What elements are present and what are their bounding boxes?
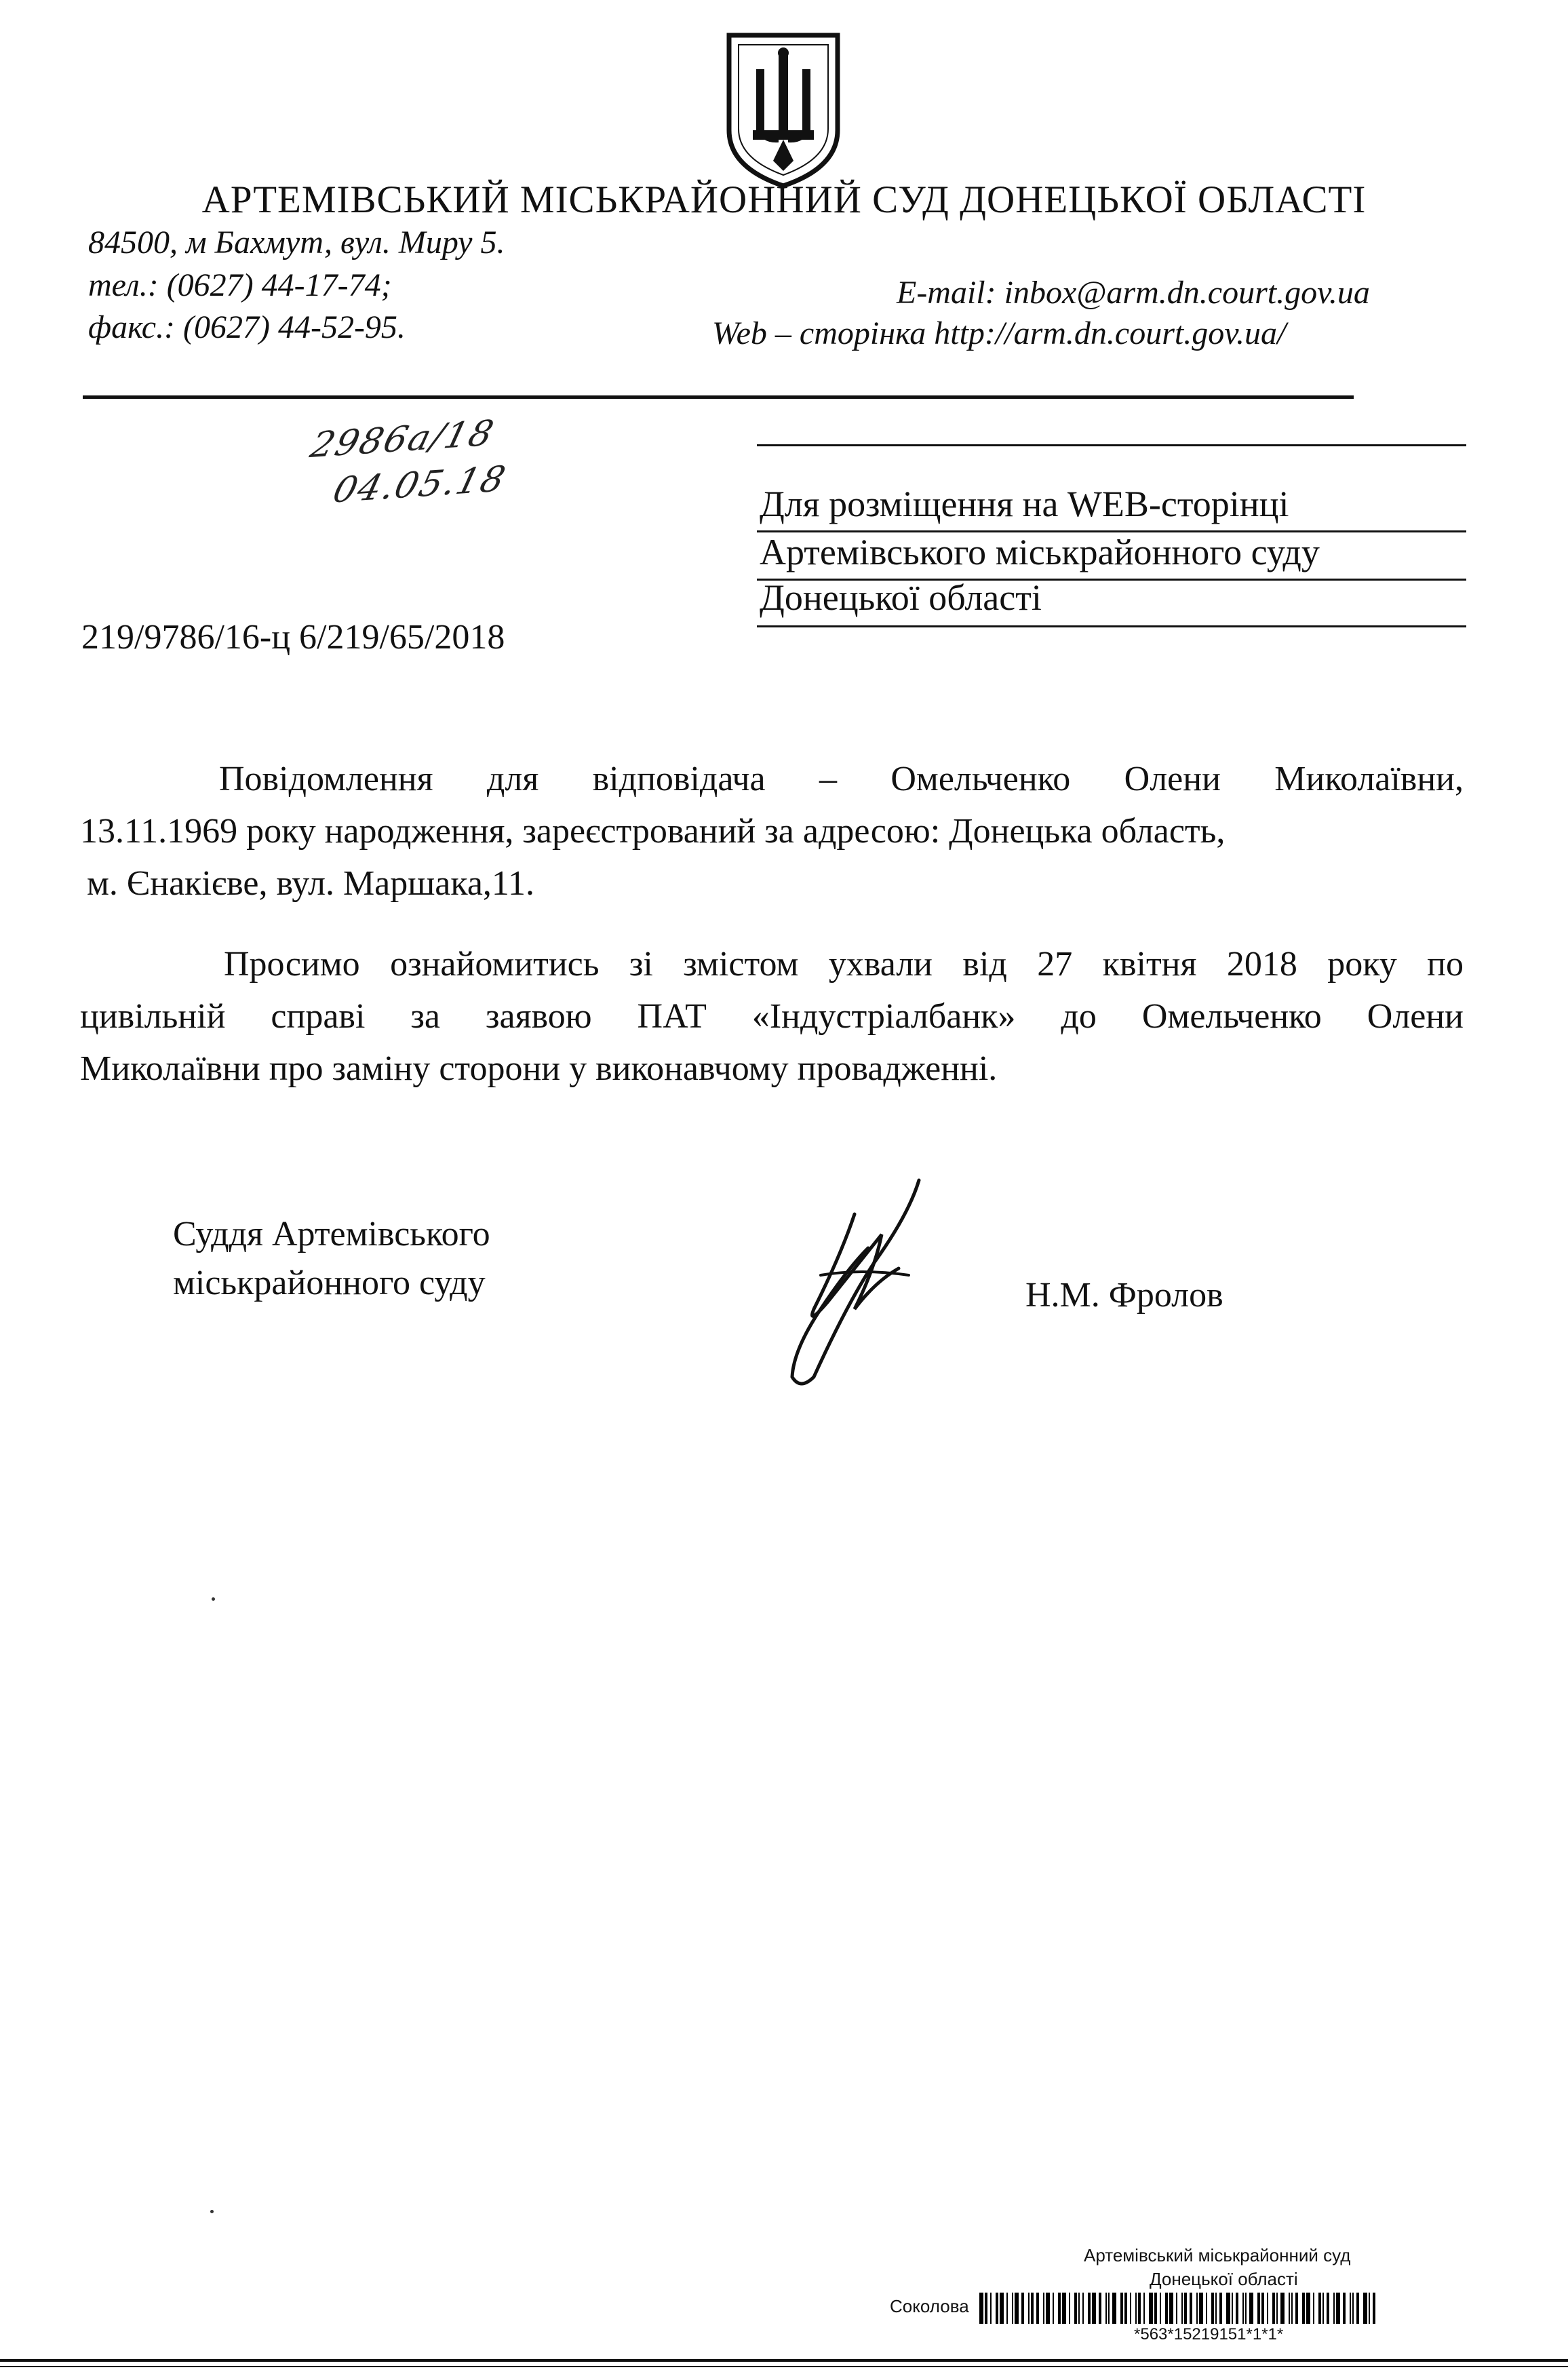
notice-paragraph bbox=[80, 753, 1464, 910]
barcode-bar bbox=[1245, 2293, 1247, 2324]
barcode-bar bbox=[1369, 2293, 1370, 2324]
registration-barcode bbox=[979, 2293, 1478, 2324]
barcode-bar bbox=[1169, 2293, 1173, 2324]
judge-position-line-2: міськрайонного суду bbox=[173, 1264, 486, 1302]
barcode-bar bbox=[1302, 2293, 1305, 2324]
barcode-bar bbox=[1336, 2293, 1340, 2324]
barcode-bar bbox=[985, 2293, 987, 2324]
barcode-bar bbox=[1356, 2293, 1359, 2324]
request-line-2: цивільній справі за заявою ПАТ «Індустріалбанк» до Омельченко Олени bbox=[80, 997, 1464, 1036]
barcode-caption: *563*15219151*1*1* bbox=[1134, 2325, 1284, 2343]
court-address: 84500, м Бахмут, вул. Миру 5. bbox=[88, 225, 505, 260]
barcode-bar bbox=[1291, 2293, 1293, 2324]
barcode-bar bbox=[1069, 2293, 1070, 2324]
barcode-bar bbox=[1149, 2293, 1153, 2324]
barcode-bar bbox=[1306, 2293, 1310, 2324]
barcode-bar bbox=[1267, 2293, 1268, 2324]
recipient-line-1: Для розміщення на WEB-сторінці bbox=[760, 484, 1289, 524]
barcode-bar bbox=[1272, 2293, 1275, 2324]
barcode-bar bbox=[1135, 2293, 1137, 2324]
stamp-court-name: Артемівський міськрайонний суд bbox=[1084, 2245, 1351, 2265]
recipient-underline-top bbox=[757, 444, 1466, 446]
barcode-bar bbox=[1373, 2293, 1375, 2324]
scan-speck bbox=[210, 2210, 214, 2213]
barcode-bar bbox=[1343, 2293, 1346, 2324]
barcode-bar bbox=[1257, 2293, 1260, 2324]
notice-line-1: Повідомлення для відповідача – Омельченко Олени Миколаївни, bbox=[219, 760, 1464, 798]
barcode-bar bbox=[1236, 2293, 1238, 2324]
barcode-bar bbox=[1108, 2293, 1110, 2324]
recipient-underline-3 bbox=[757, 625, 1466, 627]
barcode-bar bbox=[1219, 2293, 1222, 2324]
barcode-bar bbox=[1313, 2293, 1314, 2324]
handwritten-registration-date: 04.05.18 bbox=[328, 459, 511, 511]
notice-line-3: м. Єнакієве, вул. Маршака,11. bbox=[87, 864, 535, 903]
court-name-heading: АРТЕМІВСЬКИЙ МІСЬКРАЙОННИЙ СУД ДОНЕЦЬКОЇ ОБЛАСТІ bbox=[201, 178, 1367, 221]
request-line-3: Миколаївни про заміну сторони у виконавчому провадженні. bbox=[80, 1049, 998, 1088]
barcode-bar bbox=[990, 2293, 992, 2324]
barcode-bar bbox=[1176, 2293, 1177, 2324]
request-paragraph bbox=[80, 938, 1464, 1095]
barcode-bar bbox=[1112, 2293, 1116, 2324]
scan-edge-line bbox=[0, 2359, 1568, 2362]
request-line-1: Просимо ознайомитись зі змістом ухвали від 27 квітня 2018 року по bbox=[224, 945, 1464, 984]
barcode-bar bbox=[1211, 2293, 1214, 2324]
barcode-bar bbox=[1124, 2293, 1127, 2324]
barcode-bar bbox=[1160, 2293, 1161, 2324]
barcode-bar bbox=[1289, 2293, 1290, 2324]
court-email: E-mail: inbox@arm.dn.court.gov.ua bbox=[897, 275, 1370, 311]
barcode-bar bbox=[1078, 2293, 1080, 2324]
barcode-bar bbox=[1036, 2293, 1039, 2324]
barcode-bar bbox=[1130, 2293, 1131, 2324]
barcode-bar bbox=[1138, 2293, 1141, 2324]
header-divider bbox=[83, 395, 1354, 399]
barcode-bar bbox=[1261, 2293, 1264, 2324]
barcode-bar bbox=[1352, 2293, 1354, 2324]
barcode-bar bbox=[1184, 2293, 1187, 2324]
case-number: 219/9786/16-ц 6/219/65/2018 bbox=[81, 618, 505, 657]
barcode-bar bbox=[1062, 2293, 1066, 2324]
barcode-bar bbox=[1046, 2293, 1050, 2324]
barcode-bar bbox=[1280, 2293, 1285, 2324]
scan-speck bbox=[212, 1597, 215, 1601]
barcode-bar bbox=[1031, 2293, 1034, 2324]
barcode-bar bbox=[1074, 2293, 1077, 2324]
barcode-bar bbox=[1099, 2293, 1101, 2324]
barcode-bar bbox=[1165, 2293, 1168, 2324]
court-fax: факс.: (0627) 44-52-95. bbox=[88, 309, 406, 345]
barcode-bar bbox=[1276, 2293, 1278, 2324]
barcode-bar bbox=[1088, 2293, 1091, 2324]
barcode-bar bbox=[1006, 2293, 1008, 2324]
barcode-bar bbox=[1199, 2293, 1203, 2324]
barcode-bar bbox=[1327, 2293, 1329, 2324]
court-phone: тел.: (0627) 44-17-74; bbox=[88, 267, 392, 303]
scan-edge-line bbox=[0, 2366, 1568, 2367]
barcode-bar bbox=[1058, 2293, 1061, 2324]
judge-position-line-1: Суддя Артемівського bbox=[173, 1215, 490, 1253]
barcode-bar bbox=[1206, 2293, 1207, 2324]
barcode-bar bbox=[1333, 2293, 1335, 2324]
judge-signature bbox=[773, 1173, 936, 1390]
recipient-line-3: Донецької області bbox=[760, 577, 1042, 618]
barcode-bar bbox=[1215, 2293, 1217, 2324]
barcode-bar bbox=[1181, 2293, 1183, 2324]
court-website: Web – сторінка http://arm.dn.court.gov.ua/ bbox=[712, 315, 1287, 351]
barcode-bar bbox=[1154, 2293, 1157, 2324]
barcode-bar bbox=[1318, 2293, 1321, 2324]
barcode-bar bbox=[1232, 2293, 1233, 2324]
coat-of-arms-trident-icon bbox=[716, 28, 851, 191]
stamp-clerk-name: Соколова bbox=[890, 2296, 969, 2316]
barcode-bar bbox=[1043, 2293, 1044, 2324]
barcode-bar bbox=[996, 2293, 998, 2324]
stamp-region: Донецької області bbox=[1150, 2269, 1298, 2289]
handwritten-registration-number: 2986а/18 bbox=[306, 412, 499, 467]
barcode-bar bbox=[1249, 2293, 1253, 2324]
barcode-bar bbox=[1143, 2293, 1145, 2324]
barcode-bar bbox=[1000, 2293, 1004, 2324]
recipient-line-2: Артемівського міськрайонного суду bbox=[760, 532, 1320, 572]
barcode-bar bbox=[1226, 2293, 1230, 2324]
barcode-bar bbox=[1015, 2293, 1019, 2324]
barcode-bar bbox=[1092, 2293, 1096, 2324]
barcode-bar bbox=[1012, 2293, 1013, 2324]
barcode-bar bbox=[979, 2293, 983, 2324]
barcode-bar bbox=[1028, 2293, 1030, 2324]
barcode-bar bbox=[1190, 2293, 1192, 2324]
barcode-bar bbox=[1196, 2293, 1198, 2324]
barcode-bar bbox=[1295, 2293, 1298, 2324]
barcode-bar bbox=[1322, 2293, 1324, 2324]
barcode-bar bbox=[1363, 2293, 1367, 2324]
judge-name: Н.М. Фролов bbox=[1025, 1276, 1223, 1315]
barcode-bar bbox=[1242, 2293, 1244, 2324]
notice-line-2: 13.11.1969 року народження, зареєстрований за адресою: Донецька область, bbox=[80, 812, 1226, 851]
barcode-bar bbox=[1105, 2293, 1107, 2324]
barcode-bar bbox=[1120, 2293, 1123, 2324]
barcode-bar bbox=[1082, 2293, 1084, 2324]
barcode-bar bbox=[1021, 2293, 1024, 2324]
barcode-bar bbox=[1053, 2293, 1054, 2324]
barcode-bar bbox=[1350, 2293, 1351, 2324]
